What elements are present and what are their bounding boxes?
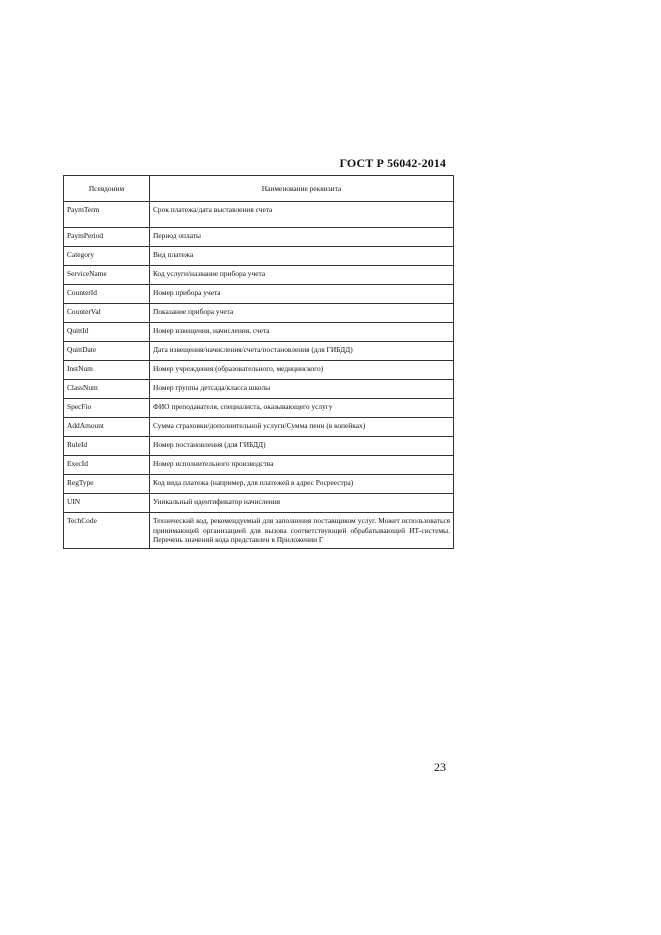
alias-cell: ServiceName	[64, 266, 150, 285]
table-row	[64, 437, 454, 456]
requisites-table	[63, 175, 454, 549]
table-row	[64, 228, 454, 247]
name-cell: Сумма страховки/дополнительной услуги/Сумма пени (в копейках)	[150, 418, 454, 437]
alias-cell: CounterId	[64, 285, 150, 304]
alias-cell: UIN	[64, 494, 150, 513]
name-cell: Номер извещения, начисления, счета	[150, 323, 454, 342]
name-cell: Вид платежа	[150, 247, 454, 266]
column-header-alias: Псевдоним	[64, 176, 150, 202]
alias-cell: PaymTerm	[64, 202, 150, 228]
table-row	[64, 285, 454, 304]
name-cell: Номер прибора учета	[150, 285, 454, 304]
alias-cell: SpecFio	[64, 399, 150, 418]
name-cell: Показание прибора учета	[150, 304, 454, 323]
table-row	[64, 247, 454, 266]
name-cell: Номер учреждения (образовательного, медицинского)	[150, 361, 454, 380]
table-row	[64, 342, 454, 361]
alias-cell: RuleId	[64, 437, 150, 456]
alias-cell: CounterVal	[64, 304, 150, 323]
alias-cell: TechCode	[64, 513, 150, 549]
alias-cell: QuittDate	[64, 342, 150, 361]
column-header-name: Наименование реквизита	[150, 176, 454, 202]
table-row	[64, 494, 454, 513]
name-cell: Номер группы детсада/класса школы	[150, 380, 454, 399]
table-row	[64, 456, 454, 475]
name-cell: Уникальный идентификатор начисления	[150, 494, 454, 513]
page-number: 23	[434, 760, 446, 774]
name-cell: Дата извещения/начисления/счета/постановления (для ГИБДД)	[150, 342, 454, 361]
table-header-row	[64, 176, 454, 202]
name-cell: Номер постановления (для ГИБДД)	[150, 437, 454, 456]
alias-cell: QuittId	[64, 323, 150, 342]
alias-cell: Category	[64, 247, 150, 266]
alias-cell: AddAmount	[64, 418, 150, 437]
table-row	[64, 323, 454, 342]
name-cell: Срок платежа/дата выставления счета	[150, 202, 454, 228]
name-cell: Номер исполнительного производства	[150, 456, 454, 475]
alias-cell: ExecId	[64, 456, 150, 475]
name-cell: Технический код, рекомендуемый для заполнения поставщиком услуг. Может использоваться принимающей организацией для вызова соответствующей обрабатывающей ИТ-системы. Перечень значений кода представлен в Приложении Г	[150, 513, 454, 549]
alias-cell: ClassNum	[64, 380, 150, 399]
table-row	[64, 399, 454, 418]
alias-cell: PaymPeriod	[64, 228, 150, 247]
alias-cell: RegType	[64, 475, 150, 494]
table-row	[64, 304, 454, 323]
table-row	[64, 418, 454, 437]
name-cell: ФИО преподавателя, специалиста, оказывающего услугу	[150, 399, 454, 418]
name-cell: Период оплаты	[150, 228, 454, 247]
name-cell: Код услуги/название прибора учета	[150, 266, 454, 285]
name-cell: Код вида платежа (например, для платежей в адрес Росреестра)	[150, 475, 454, 494]
table-row	[64, 475, 454, 494]
table-row	[64, 202, 454, 228]
table-row	[64, 266, 454, 285]
table-row	[64, 361, 454, 380]
alias-cell: InstNum	[64, 361, 150, 380]
standard-header: ГОСТ Р 56042-2014	[339, 156, 446, 170]
table-row	[64, 513, 454, 549]
table-row	[64, 380, 454, 399]
